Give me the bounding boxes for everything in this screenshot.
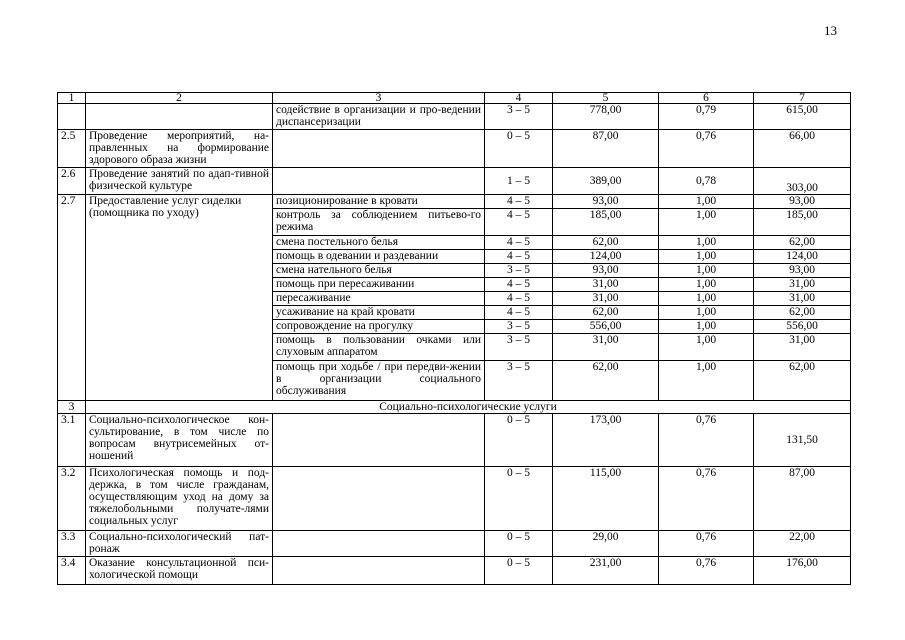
subservice-cell bbox=[273, 557, 485, 585]
range-cell: 3 – 5 bbox=[485, 334, 553, 361]
price-cell: 62,00 bbox=[553, 306, 659, 320]
column-header-row bbox=[58, 93, 851, 104]
price-cell: 185,00 bbox=[553, 209, 659, 236]
range-cell: 3 – 5 bbox=[485, 104, 553, 130]
range-cell: 3 – 5 bbox=[485, 361, 553, 401]
price-cell: 31,00 bbox=[553, 292, 659, 306]
price-cell: 778,00 bbox=[553, 104, 659, 130]
row-number-cell: 3.4 bbox=[58, 557, 86, 585]
coefficient-cell: 1,00 bbox=[659, 209, 754, 236]
coefficient-cell: 0,78 bbox=[659, 168, 754, 195]
price-cell: 62,00 bbox=[553, 236, 659, 250]
coefficient-cell: 0,76 bbox=[659, 467, 754, 531]
range-cell: 1 – 5 bbox=[485, 168, 553, 195]
price-cell: 93,00 bbox=[553, 264, 659, 278]
price-cell: 231,00 bbox=[553, 557, 659, 585]
row-number-cell: 2.7 bbox=[58, 195, 86, 401]
range-cell: 4 – 5 bbox=[485, 278, 553, 292]
range-cell: 0 – 5 bbox=[485, 467, 553, 531]
service-name-cell: Проведение мероприятий, на-правленных на формирование здорового образа жизни bbox=[86, 130, 273, 168]
total-cell: 62,00 bbox=[754, 361, 851, 401]
coefficient-cell: 0,76 bbox=[659, 130, 754, 168]
price-cell: 87,00 bbox=[553, 130, 659, 168]
total-cell: 615,00 bbox=[754, 104, 851, 130]
range-cell: 3 – 5 bbox=[485, 320, 553, 334]
tariff-table bbox=[57, 92, 851, 585]
section-header-row bbox=[58, 401, 851, 414]
range-cell: 4 – 5 bbox=[485, 236, 553, 250]
column-header: 7 bbox=[754, 93, 851, 104]
total-cell: 124,00 bbox=[754, 250, 851, 264]
coefficient-cell: 1,00 bbox=[659, 278, 754, 292]
coefficient-cell: 1,00 bbox=[659, 306, 754, 320]
total-cell: 31,00 bbox=[754, 334, 851, 361]
row-number-cell: 3.1 bbox=[58, 414, 86, 467]
subservice-cell: позиционирование в кровати bbox=[273, 195, 485, 209]
column-header: 5 bbox=[553, 93, 659, 104]
subservice-cell bbox=[273, 130, 485, 168]
total-cell: 31,00 bbox=[754, 292, 851, 306]
coefficient-cell: 1,00 bbox=[659, 361, 754, 401]
total-cell: 22,00 bbox=[754, 531, 851, 557]
table-row bbox=[58, 467, 851, 531]
subservice-cell bbox=[273, 168, 485, 195]
price-cell: 31,00 bbox=[553, 334, 659, 361]
column-header: 3 bbox=[273, 93, 485, 104]
coefficient-cell: 1,00 bbox=[659, 334, 754, 361]
section-title: Социально-психологические услуги bbox=[86, 401, 851, 414]
range-cell: 0 – 5 bbox=[485, 130, 553, 168]
subservice-cell: содействие в организации и про-ведении диспансеризации bbox=[273, 104, 485, 130]
coefficient-cell: 1,00 bbox=[659, 236, 754, 250]
subservice-cell: помощь в пользовании очками или слуховым аппаратом bbox=[273, 334, 485, 361]
subservice-cell: усаживание на край кровати bbox=[273, 306, 485, 320]
range-cell: 3 – 5 bbox=[485, 264, 553, 278]
range-cell: 0 – 5 bbox=[485, 557, 553, 585]
subservice-cell: помощь в одевании и раздевании bbox=[273, 250, 485, 264]
subservice-cell: контроль за соблюдением питьево-го режима bbox=[273, 209, 485, 236]
subservice-cell: сопровождение на прогулку bbox=[273, 320, 485, 334]
subservice-cell bbox=[273, 467, 485, 531]
row-number-cell: 3.2 bbox=[58, 467, 86, 531]
price-cell: 29,00 bbox=[553, 531, 659, 557]
price-cell: 62,00 bbox=[553, 361, 659, 401]
total-cell: 87,00 bbox=[754, 467, 851, 531]
section-number-cell: 3 bbox=[58, 401, 86, 414]
table-row bbox=[58, 557, 851, 585]
total-cell: 303,00 bbox=[754, 168, 851, 195]
row-number-cell: 2.6 bbox=[58, 168, 86, 195]
coefficient-cell: 1,00 bbox=[659, 195, 754, 209]
total-cell: 556,00 bbox=[754, 320, 851, 334]
total-cell: 66,00 bbox=[754, 130, 851, 168]
range-cell: 4 – 5 bbox=[485, 292, 553, 306]
coefficient-cell: 0,79 bbox=[659, 104, 754, 130]
total-cell: 93,00 bbox=[754, 195, 851, 209]
subservice-cell: помощь при пересаживании bbox=[273, 278, 485, 292]
coefficient-cell: 0,76 bbox=[659, 531, 754, 557]
subservice-cell bbox=[273, 531, 485, 557]
row-number-cell: 3.3 bbox=[58, 531, 86, 557]
service-name-cell: Психологическая помощь и под-держка, в том числе гражданам, осуществляющим уход на дому за тяжелобольными получате-лями социальных услуг bbox=[86, 467, 273, 531]
total-cell: 31,00 bbox=[754, 278, 851, 292]
row-number-cell bbox=[58, 104, 86, 130]
service-name-cell: Оказание консультационной пси-хологической помощи bbox=[86, 557, 273, 585]
subservice-cell: помощь при ходьбе / при передви-жении в организации социального обслуживания bbox=[273, 361, 485, 401]
service-name-cell: Предоставление услуг сиделки (помощника по уходу) bbox=[86, 195, 273, 401]
price-cell: 115,00 bbox=[553, 467, 659, 531]
range-cell: 4 – 5 bbox=[485, 195, 553, 209]
price-cell: 93,00 bbox=[553, 195, 659, 209]
row-number-cell: 2.5 bbox=[58, 130, 86, 168]
table-row bbox=[58, 414, 851, 467]
price-cell: 31,00 bbox=[553, 278, 659, 292]
price-cell: 124,00 bbox=[553, 250, 659, 264]
coefficient-cell: 1,00 bbox=[659, 250, 754, 264]
table-row bbox=[58, 168, 851, 195]
service-name-cell: Проведение занятий по адап-тивной физической культуре bbox=[86, 168, 273, 195]
coefficient-cell: 0,76 bbox=[659, 414, 754, 467]
column-header: 1 bbox=[58, 93, 86, 104]
total-cell: 131,50 bbox=[754, 414, 851, 467]
total-cell: 62,00 bbox=[754, 306, 851, 320]
column-header: 4 bbox=[485, 93, 553, 104]
column-header: 2 bbox=[86, 93, 273, 104]
coefficient-cell: 1,00 bbox=[659, 264, 754, 278]
subservice-cell: смена постельного белья bbox=[273, 236, 485, 250]
range-cell: 4 – 5 bbox=[485, 250, 553, 264]
coefficient-cell: 1,00 bbox=[659, 320, 754, 334]
range-cell: 4 – 5 bbox=[485, 306, 553, 320]
subservice-cell bbox=[273, 414, 485, 467]
price-cell: 556,00 bbox=[553, 320, 659, 334]
subservice-cell: смена нательного белья bbox=[273, 264, 485, 278]
column-header: 6 bbox=[659, 93, 754, 104]
range-cell: 0 – 5 bbox=[485, 531, 553, 557]
coefficient-cell: 1,00 bbox=[659, 292, 754, 306]
total-cell: 185,00 bbox=[754, 209, 851, 236]
table-row bbox=[58, 104, 851, 130]
total-cell: 62,00 bbox=[754, 236, 851, 250]
range-cell: 4 – 5 bbox=[485, 209, 553, 236]
service-name-cell bbox=[86, 104, 273, 130]
coefficient-cell: 0,76 bbox=[659, 557, 754, 585]
total-cell: 93,00 bbox=[754, 264, 851, 278]
service-name-cell: Социально-психологическое кон-сультирование, в том числе по вопросам внутрисемейных от-ношений bbox=[86, 414, 273, 467]
table-row bbox=[58, 195, 851, 209]
table-row bbox=[58, 531, 851, 557]
table-row bbox=[58, 130, 851, 168]
total-cell: 176,00 bbox=[754, 557, 851, 585]
range-cell: 0 – 5 bbox=[485, 414, 553, 467]
page-number: 13 bbox=[824, 23, 837, 38]
subservice-cell: пересаживание bbox=[273, 292, 485, 306]
price-cell: 173,00 bbox=[553, 414, 659, 467]
service-name-cell: Социально-психологический пат-ронаж bbox=[86, 531, 273, 557]
price-cell: 389,00 bbox=[553, 168, 659, 195]
